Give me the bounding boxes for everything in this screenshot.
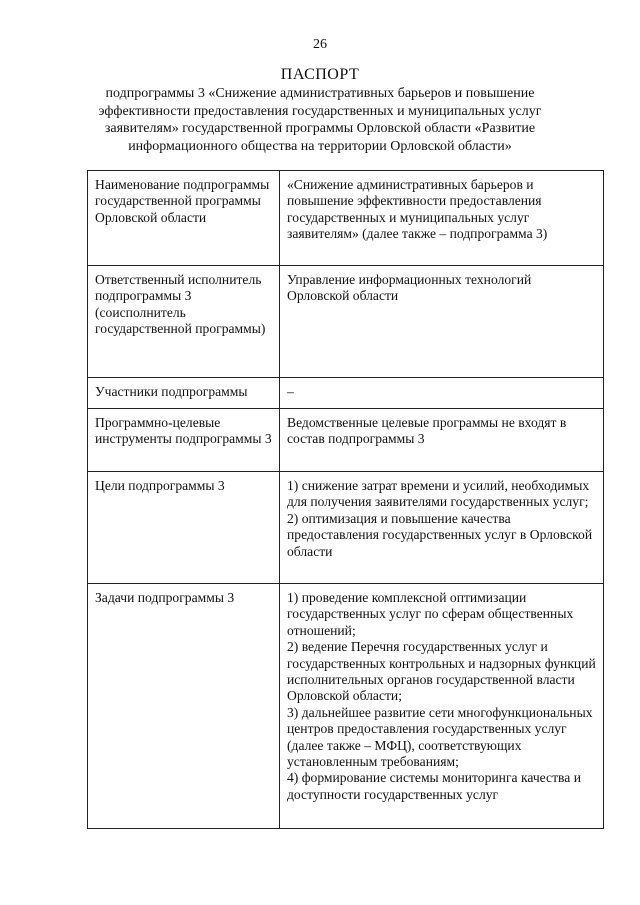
value-line: – [287,384,294,399]
row-label: Цели подпрограммы 3 [88,472,280,584]
passport-table [87,170,604,829]
value-line: 2) оптимизация и повышение качества предоставления государственных услуг в Орловской области [287,510,593,559]
row-label: Программно-целевые инструменты подпрограммы 3 [88,409,280,472]
row-label: Задачи подпрограммы 3 [88,584,280,829]
table-row [88,378,604,409]
document-subtitle: подпрограммы 3 «Снижение административных барьеров и повышение эффективности предоставления государственных и муниципальных услуг заявителям» государственной программы Орловской области «Развитие информационного общества на территории Орловской области» [98,86,542,154]
value-line: 2) ведение Перечня государственных услуг и государственных контрольных и надзорных функций исполнительных органов государственной власти Орловской области; [287,639,596,704]
row-value [280,472,604,584]
value-line: Ведомственные целевые программы не входят в состав подпрограммы 3 [287,415,567,447]
row-value [280,171,604,266]
value-line: 3) дальнейшее развитие сети многофункциональных центров предоставления государственных услуг (далее также – МФЦ), соответствующих установленным требованиям; [287,704,593,770]
row-value [280,584,604,829]
value-line: 1) проведение комплексной оптимизации государственных услуг по сферам общественных отношений; [287,590,574,638]
table-row [88,409,604,472]
value-line: Управление информационных технологий Орловской области [287,272,532,304]
table-row [88,266,604,378]
row-value [280,409,604,472]
value-line: 4) формирование системы мониторинга качества и доступности государственных услуг [287,770,581,802]
table-row [88,584,604,829]
page-number: 26 [313,37,327,52]
row-label: Наименование подпрограммы государственной программы Орловской области [88,171,280,266]
table-row [88,472,604,584]
value-line: 1) снижение затрат времени и усилий, необходимых для получения заявителями государственных услуг; [287,478,590,510]
table-row [88,171,604,266]
row-label: Ответственный исполнитель подпрограммы 3 (соисполнитель государственной программы) [88,266,280,378]
row-value [280,266,604,378]
row-value [280,378,604,409]
value-line: «Снижение административных барьеров и повышение эффективности предоставления государственных и муниципальных услуг заявителям» (далее также – подпрограмма 3) [287,177,548,242]
row-label: Участники подпрограммы [88,378,280,409]
document-title: ПАСПОРТ [280,66,360,83]
